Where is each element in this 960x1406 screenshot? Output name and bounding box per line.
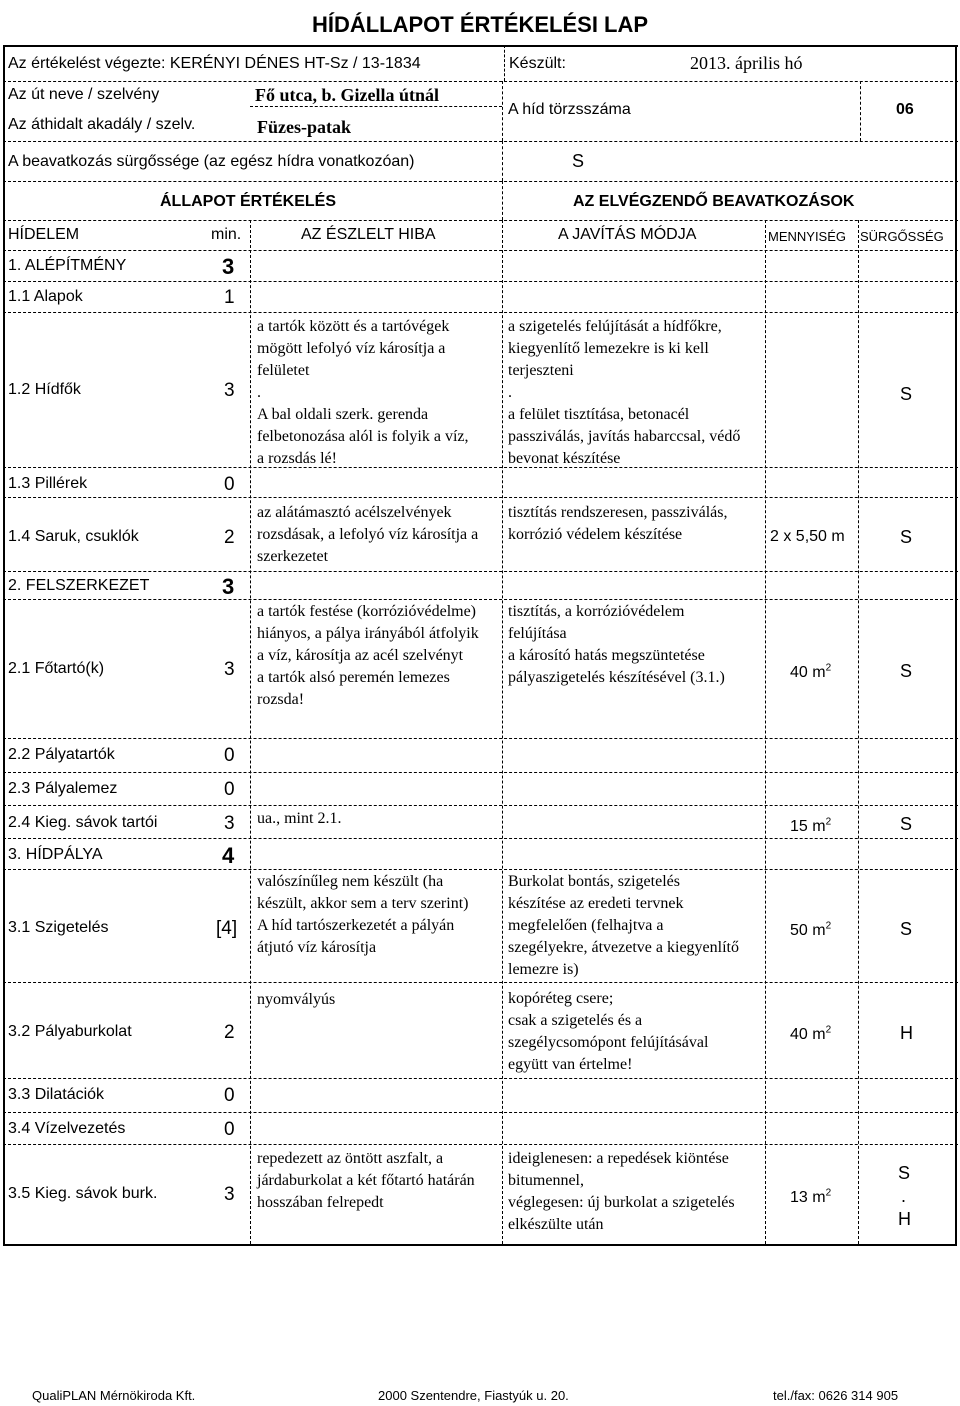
fault-text: ua., mint 2.1. bbox=[257, 810, 342, 827]
col-rule bbox=[502, 181, 503, 220]
row-urgency: S bbox=[900, 814, 913, 834]
row-quantity: 50 $m^2$ bbox=[790, 920, 832, 939]
row-name: 3.3 Dilatációk bbox=[8, 1086, 105, 1103]
row-name: 2.4 Kieg. sávok tartói bbox=[8, 814, 158, 831]
repair-text: ideiglenesen: a repedések kiöntése bitumennel, véglegesen: új burkolat a szigetelés elkészülte után bbox=[508, 1150, 735, 1233]
row-min: 3 bbox=[224, 813, 235, 834]
urgency-label: A beavatkozás sürgőssége (az egész hídra vonatkozóan) bbox=[8, 153, 415, 170]
footer-phone: tel./fax: 0626 314 905 bbox=[773, 1388, 899, 1403]
fault-text: a tartók festése (korrózióvédelme) hiányos, a pálya irányából átfolyik a víz, károsítja az acél szelvényt a tartók alsó peremén lemezes rozsda! bbox=[257, 603, 479, 708]
row-name: 3. HÍDPÁLYA bbox=[8, 846, 103, 863]
col-quantity: MENNYISÉG bbox=[768, 229, 847, 244]
rule bbox=[3, 1078, 958, 1079]
border-top bbox=[3, 45, 958, 47]
row-min: 1 bbox=[224, 287, 235, 308]
repair-text: kopóréteg csere; csak a szigetelés és a szegélycsomópont felújításával együtt van értelme! bbox=[508, 990, 709, 1073]
rule bbox=[3, 81, 958, 82]
section-actions: AZ ELVÉGZENDŐ BEAVATKOZÁSOK bbox=[573, 193, 855, 210]
registry-label: A híd törzsszáma bbox=[508, 101, 631, 118]
fault-text: valószínűleg nem készült (ha készült, akkor sem a terv szerint) A híd tartószerkezetét a pályán átjutó víz károsítja bbox=[257, 873, 469, 956]
row-min: 3 bbox=[222, 574, 235, 599]
rule bbox=[3, 982, 958, 983]
rule bbox=[3, 1144, 958, 1145]
row-urgency: S bbox=[900, 384, 913, 404]
obstacle-value: Füzes-patak bbox=[257, 117, 351, 137]
col-urgency: SÜRGŐSSÉG bbox=[860, 229, 944, 244]
rule bbox=[3, 497, 958, 498]
rule bbox=[3, 1112, 958, 1113]
row-quantity: 2 x 5,50 m bbox=[770, 528, 845, 545]
section-state: ÁLLAPOT ÉRTÉKELÉS bbox=[160, 193, 337, 210]
rule bbox=[3, 869, 958, 870]
road-label: Az út neve / szelvény bbox=[8, 86, 160, 103]
col-rule bbox=[858, 220, 859, 1244]
rule bbox=[3, 312, 958, 313]
fault-text: nyomvályús bbox=[257, 991, 336, 1008]
footer-address: 2000 Szentendre, Fiastyúk u. 20. bbox=[378, 1388, 569, 1403]
rule bbox=[3, 571, 958, 572]
row-urgency: S bbox=[900, 527, 913, 547]
row-name: 2.3 Pályalemez bbox=[8, 780, 118, 797]
row-min: 0 bbox=[224, 745, 235, 766]
repair-text: Burkolat bontás, szigetelés készítése az eredeti tervnek megfelelően (felhajtva a szegélyekre, átvezetve a kiegyenlítő lemezre is) bbox=[508, 873, 739, 978]
row-min: 3 bbox=[224, 659, 235, 680]
col-fault: AZ ÉSZLELT HIBA bbox=[301, 226, 436, 243]
obstacle-label: Az áthidalt akadály / szelv. bbox=[8, 116, 196, 133]
col-rule bbox=[502, 81, 503, 141]
row-quantity: 40 $m^2$ bbox=[790, 1024, 832, 1043]
col-min: min. bbox=[211, 226, 242, 243]
border-left bbox=[3, 45, 5, 1245]
evaluator: Az értékelést végezte: KERÉNYI DÉNES HT-Sz / 13-1834 bbox=[8, 55, 421, 72]
row-name: 1. ALÉPÍTMÉNY bbox=[8, 257, 127, 274]
row-name: 3.4 Vízelvezetés bbox=[8, 1120, 126, 1137]
rule bbox=[3, 141, 958, 142]
col-rule bbox=[860, 81, 861, 141]
made-label: Készült: bbox=[509, 55, 566, 72]
row-name: 2.2 Pályatartók bbox=[8, 746, 115, 763]
rule bbox=[3, 220, 958, 221]
rule bbox=[3, 181, 958, 182]
row-name: 1.1 Alapok bbox=[8, 288, 83, 305]
row-name: 1.3 Pillérek bbox=[8, 475, 88, 492]
col-rule bbox=[502, 141, 503, 181]
rule bbox=[3, 599, 958, 600]
row-urgency: S bbox=[900, 661, 913, 681]
row-urgency: S bbox=[900, 919, 913, 939]
row-min: 0 bbox=[224, 1119, 235, 1140]
row-quantity: 40 $m^2$ bbox=[790, 662, 832, 681]
col-rule bbox=[765, 220, 766, 1244]
row-min: 4 bbox=[222, 843, 235, 868]
rule bbox=[3, 772, 958, 773]
col-rule bbox=[502, 220, 503, 1244]
border-bottom bbox=[3, 1244, 957, 1246]
row-name: 3.5 Kieg. sávok burk. bbox=[8, 1185, 158, 1202]
row-min: 3 bbox=[222, 254, 235, 279]
rule bbox=[3, 805, 958, 806]
col-rule bbox=[504, 45, 505, 81]
border-right bbox=[955, 45, 957, 1245]
fault-text: az alátámasztó acélszelvények rozsdásak, a lefolyó víz károsítja a szerkezetet bbox=[257, 504, 479, 565]
footer-company: QualiPLAN Mérnökiroda Kft. bbox=[32, 1388, 196, 1403]
road-value: Fő utca, b. Gizella útnál bbox=[255, 85, 439, 105]
rule bbox=[3, 467, 958, 468]
registry-value: 06 bbox=[896, 101, 914, 118]
repair-text: tisztítás, a korrózióvédelem felújítása a károsító hatás megszüntetése pályaszigetelés készítésével (3.1.) bbox=[508, 603, 725, 686]
repair-text: tisztítás rendszeresen, passziválás, korrózió védelem készítése bbox=[508, 504, 728, 543]
row-min: 0 bbox=[224, 779, 235, 800]
fault-text: a tartók között és a tartóvégek mögött lefolyó víz károsítja a felületet . A bal oldali szerk. gerenda felbetonozása alól is folyik a víz, a rozsdás lé! bbox=[257, 318, 469, 467]
row-quantity: 13 $m^2$ bbox=[790, 1187, 832, 1206]
row-min: [4] bbox=[216, 918, 238, 939]
row-min: 0 bbox=[224, 1085, 235, 1106]
row-min: 2 bbox=[224, 1022, 235, 1043]
repair-text: a szigetelés felújítását a hídfőkre, kiegyenlítő lemezekre is ki kell terjeszteni . a felület tisztítása, betonacél passziválás, javítás habarccsal, védő bevonat készítése bbox=[508, 318, 741, 467]
urgency-value: S bbox=[572, 151, 585, 171]
rule bbox=[3, 281, 958, 282]
row-name: 2.1 Főtartó(k) bbox=[8, 660, 105, 677]
row-urgency: H bbox=[900, 1023, 913, 1043]
row-min: 3 bbox=[224, 1184, 235, 1205]
row-name: 1.2 Hídfők bbox=[8, 381, 81, 398]
row-min: 2 bbox=[224, 527, 235, 548]
row-quantity: 15 $m^2$ bbox=[790, 816, 832, 835]
row-name: 1.4 Saruk, csuklók bbox=[8, 528, 139, 545]
row-name: 3.2 Pályaburkolat bbox=[8, 1023, 132, 1040]
made-date: 2013. április hó bbox=[690, 53, 803, 73]
rule bbox=[3, 250, 958, 251]
row-name: 2. FELSZERKEZET bbox=[8, 577, 150, 594]
col-rule bbox=[250, 220, 251, 1244]
col-element: HÍDELEM bbox=[8, 226, 80, 243]
row-urgency: S . H bbox=[898, 1163, 911, 1229]
rule bbox=[3, 838, 958, 839]
rule bbox=[250, 106, 502, 107]
row-name: 3.1 Szigetelés bbox=[8, 919, 109, 936]
row-min: 3 bbox=[224, 380, 235, 401]
page-title: HÍDÁLLAPOT ÉRTÉKELÉSI LAP bbox=[311, 12, 649, 37]
rule bbox=[3, 738, 958, 739]
row-min: 0 bbox=[224, 474, 235, 495]
col-repair: A JAVÍTÁS MÓDJA bbox=[558, 226, 697, 243]
fault-text: repedezett az öntött aszfalt, a járdaburkolat a két főtartó határán hosszában felrepedt bbox=[257, 1150, 475, 1211]
